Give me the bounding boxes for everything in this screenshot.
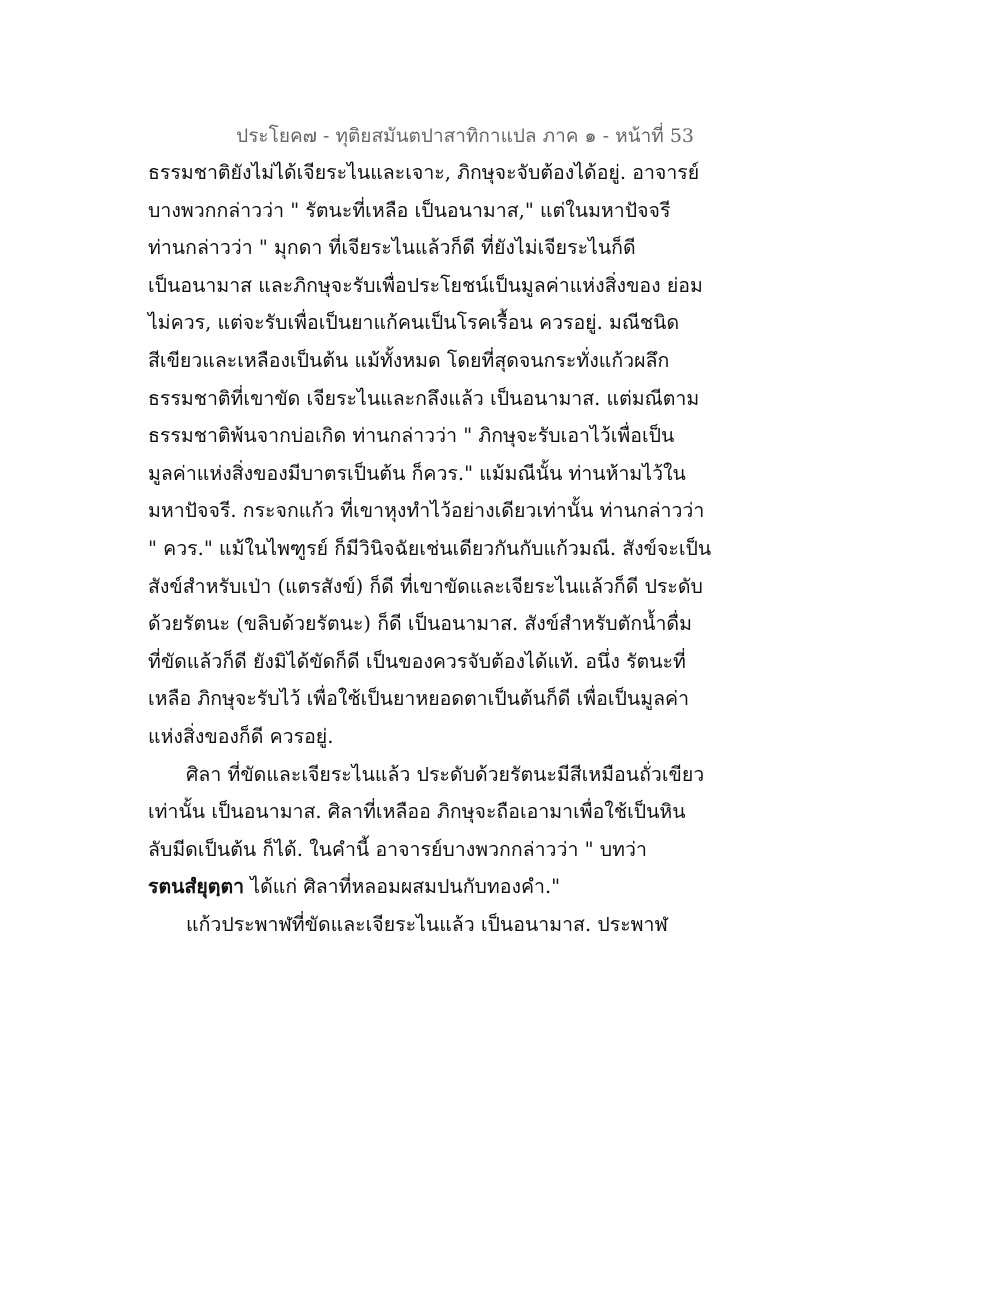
text-line-6: สีเขียวและเหลืองเป็นต้น แม้ทั้งหมด โดยที่สุดจนกระทั่งแก้วผลึก xyxy=(148,348,670,372)
text-line-9: มูลค่าแห่งสิ่งของมีบาตรเป็นต้น ก็ควร." แม้มณีนั้น ท่านห้ามไว้ใน xyxy=(148,461,686,485)
text-line-14: ที่ขัดแล้วก็ดี ยังมิได้ขัดก็ดี เป็นของควรจับต้องได้แท้. อนึ่ง รัตนะที่ xyxy=(148,649,686,673)
text-line-8: ธรรมชาติพ้นจากบ่อเกิด ท่านกล่าวว่า " ภิกษุจะรับเอาไว้เพื่อเป็น xyxy=(148,424,675,448)
text-line-2: บางพวกกล่าวว่า " รัตนะที่เหลือ เป็นอนามาส," แต่ในมหาปัจจรี xyxy=(148,198,671,222)
text-line-12: สังข์สำหรับเป่า (แตรสังข์) ก็ดี ที่เขาขัดและเจียระไนแล้วก็ดี ประดับ xyxy=(148,574,703,598)
bold-term: รตนสํยุตฺตา xyxy=(148,875,245,899)
text-line-4: เป็นอนามาส และภิกษุจะรับเพื่อประโยชน์เป็นมูลค่าแห่งสิ่งของ ย่อม xyxy=(148,273,703,297)
text-line-16: แห่งสิ่งของก็ดี ควรอยู่. xyxy=(148,724,334,748)
body-text xyxy=(148,154,712,943)
text-line-20-rest: ได้แก่ ศิลาที่หลอมผสมปนกับทองคำ." xyxy=(250,875,561,899)
text-line-5: ไม่ควร, แต่จะรับเพื่อเป็นยาแก้คนเป็นโรคเรื้อน ควรอยู่. มณีชนิด xyxy=(148,311,680,335)
text-line-18: เท่านั้น เป็นอนามาส. ศิลาที่เหลืออ ภิกษุจะถือเอามาเพื่อใช้เป็นหิน xyxy=(148,800,686,824)
text-line-19: ลับมีดเป็นต้น ก็ได้. ในคำนี้ อาจารย์บางพวกกล่าวว่า " บทว่า xyxy=(148,837,647,861)
text-line-1: ธรรมชาติยังไม่ได้เจียระไนและเจาะ, ภิกษุจะจับต้องได้อยู่. อาจารย์ xyxy=(148,161,700,184)
running-header: ประโยค๗ - ทุติยสมันตปาสาทิกาแปล ภาค ๑ - หน้าที่ 53 xyxy=(236,125,694,147)
text-line-17: ศิลา ที่ขัดและเจียระไนแล้ว ประดับด้วยรัตนะมีสีเหมือนถั่วเขียว xyxy=(186,762,705,786)
text-line-3: ท่านกล่าวว่า " มุกดา ที่เจียระไนแล้วก็ดี ที่ยังไม่เจียระไนก็ดี xyxy=(148,236,636,260)
text-line-10: มหาปัจจรี. กระจกแก้ว ที่เขาหุงทำไว้อย่างเดียวเท่านั้น ท่านกล่าวว่า xyxy=(148,499,705,523)
text-line-7: ธรรมชาติที่เขาขัด เจียระไนและกลึงแล้ว เป็นอนามาส. แต่มณีตาม xyxy=(148,386,700,410)
text-line-13: ด้วยรัตนะ (ขลิบด้วยรัตนะ) ก็ดี เป็นอนามาส. สังข์สำหรับตักน้ำดื่ม xyxy=(148,612,692,636)
text-line-15: เหลือ ภิกษุจะรับไว้ เพื่อใช้เป็นยาหยอดตาเป็นต้นก็ดี เพื่อเป็นมูลค่า xyxy=(148,687,690,711)
text-line-11: " ควร." แม้ในไพฑูรย์ ก็มีวินิจฉัยเช่นเดียวกันกับแก้วมณี. สังข์จะเป็น xyxy=(148,536,712,560)
text-line-20 xyxy=(148,868,708,906)
text-line-21: แก้วประพาฬที่ขัดและเจียระไนแล้ว เป็นอนามาส. ประพาฬ xyxy=(186,912,668,936)
